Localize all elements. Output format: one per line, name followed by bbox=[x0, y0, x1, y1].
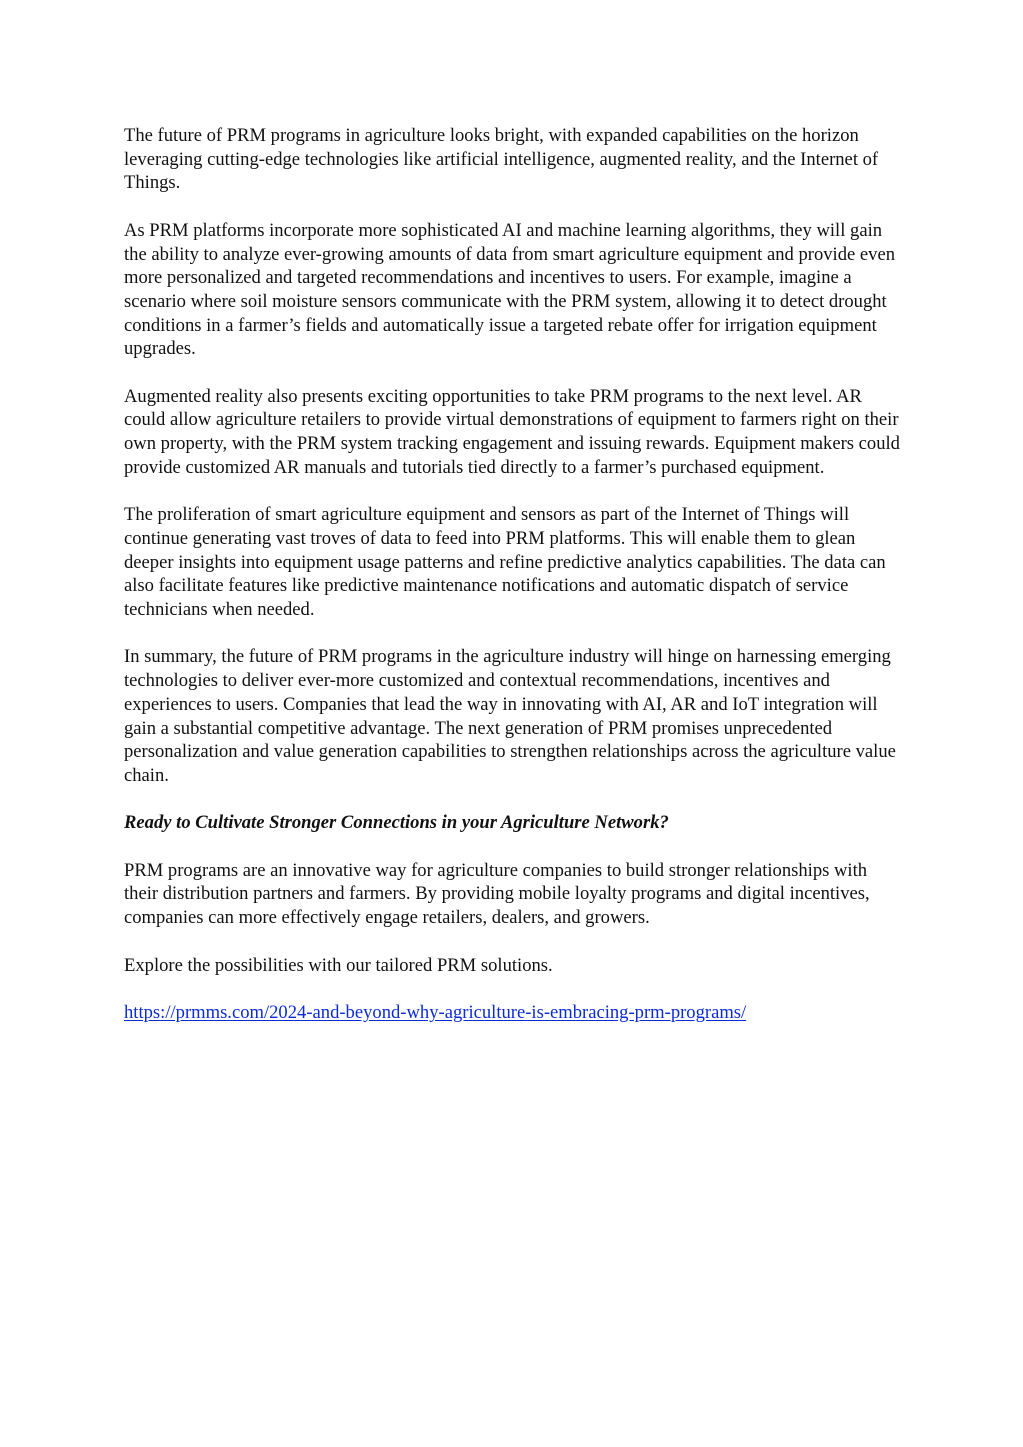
article-link[interactable]: https://prmms.com/2024-and-beyond-why-agriculture-is-embracing-prm-programs/ bbox=[124, 1001, 747, 1023]
paragraph-summary: In summary, the future of PRM programs in the agriculture industry will hinge on harnessing emerging technologies to deliver ever-more customized and contextual recommendations, incentives and experiences to users. Companies that lead the way in innovating with AI, AR and IoT integration will gain a substantial competitive advantage. The next generation of PRM promises unprecedented personalization and value generation capabilities to strengthen relationships across the agriculture value chain. bbox=[124, 646, 896, 786]
document-page bbox=[124, 124, 904, 1048]
paragraph-explore: Explore the possibilities with our tailored PRM solutions. bbox=[124, 954, 553, 976]
paragraph-ar: Augmented reality also presents exciting opportunities to take PRM programs to the next level. AR could allow agriculture retailers to provide virtual demonstrations of equipment to farmers right on their own property, with the PRM system tracking engagement and issuing rewards. Equipment makers could provide customized AR manuals and tutorials tied directly to a farmer’s purchased equipment. bbox=[124, 385, 900, 478]
link-container bbox=[124, 1001, 904, 1025]
paragraph-ai: As PRM platforms incorporate more sophisticated AI and machine learning algorithms, they will gain the ability to analyze ever-growing amounts of data from smart agriculture equipment and provide even more personalized and targeted recommendations and incentives to users. For example, imagine a scenario where soil moisture sensors communicate with the PRM system, allowing it to detect drought conditions in a farmer’s fields and automatically issue a targeted rebate offer for irrigation equipment upgrades. bbox=[124, 219, 896, 360]
paragraph-iot: The proliferation of smart agriculture equipment and sensors as part of the Internet of Things will continue generating vast troves of data to feed into PRM platforms. This will enable them to glean deeper insights into equipment usage patterns and refine predictive analytics capabilities. The data can also facilitate features like predictive maintenance notifications and automatic dispatch of service technicians when needed. bbox=[124, 504, 886, 621]
cta-heading: Ready to Cultivate Stronger Connections in your Agriculture Network? bbox=[124, 812, 669, 834]
paragraph-intro: The future of PRM programs in agriculture looks bright, with expanded capabilities on the horizon leveraging cutting-edge technologies like artificial intelligence, augmented reality, and the Internet of Things. bbox=[124, 125, 879, 194]
paragraph-cta: PRM programs are an innovative way for agriculture companies to build stronger relationships with their distribution partners and farmers. By providing mobile loyalty programs and digital incentives, companies can more effectively engage retailers, dealers, and growers. bbox=[124, 859, 870, 929]
